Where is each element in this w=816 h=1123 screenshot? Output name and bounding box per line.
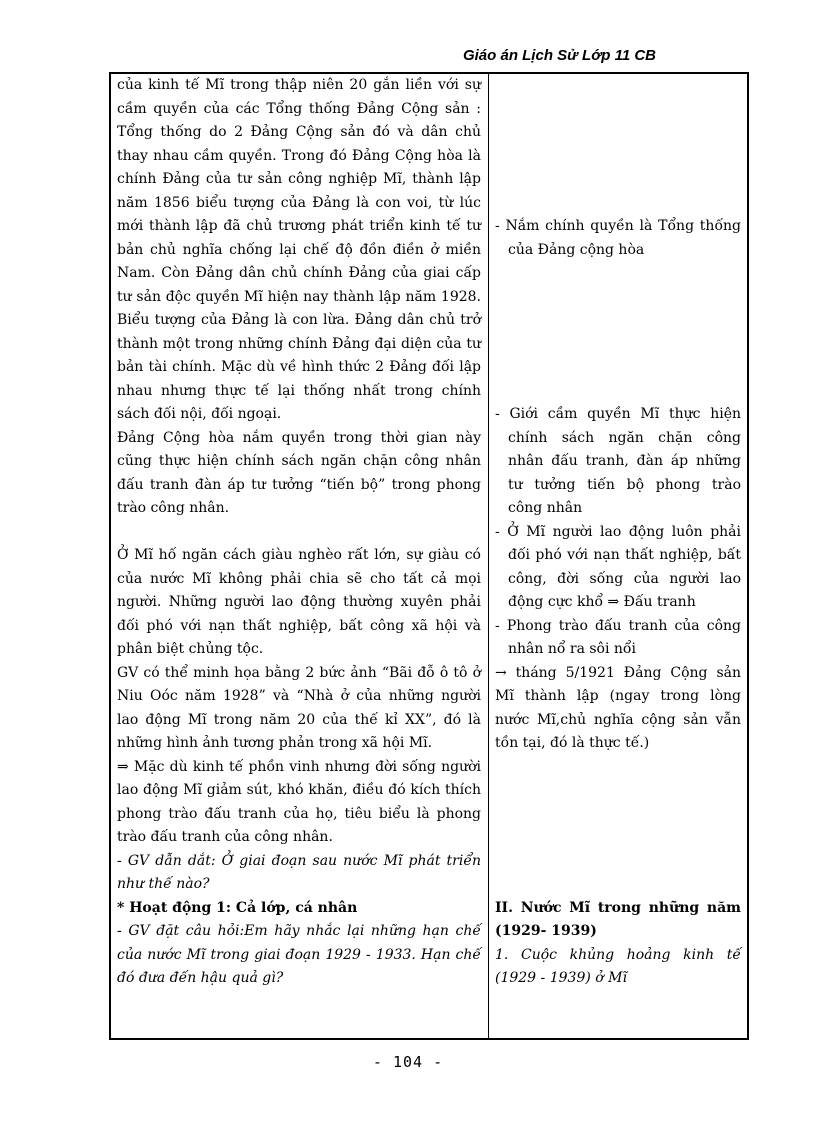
point-labor-movement: - Phong trào đấu tranh của công nhân nổ ra sôi nổi	[495, 617, 741, 657]
spacer	[495, 756, 741, 897]
teacher-activity-column	[117, 74, 481, 991]
point-republican-president: - Nắm chính quyền là Tổng thống của Đảng cộng hòa	[495, 218, 741, 258]
activity-heading: * Hoạt động 1: Cả lớp, cá nhân	[117, 899, 358, 916]
paragraph-party-politics: của kinh tế Mĩ trong thập niên 20 gắn liền với sự cầm quyền của các Tổng thống Đảng Cộng sản : Tổng thống do 2 Đảng Cộng sản đó và dân chủ thay nhau cầm quyền. Trong đó Đảng Cộng hòa là chính Đảng của tư sản công nghiệp Mĩ, thành lập năm 1856 biểu tượng của Đảng là con voi, từ lúc mới thành lập đã chủ trương phát triển kinh tế tư bản chủ nghĩa chống lại chế độ đồn điền ở miền Nam. Còn Đảng dân chủ chính Đảng của giai cấp tư sản độc quyền Mĩ hiện nay thành lập năm 1928. Biểu tượng của Đảng là con lừa. Đảng dân chủ trở thành một trong những chính Đảng đại diện của tư bản tài chính. Mặc dù về hình thức 2 Đảng đối lập nhau nhưng thực tế lại thống nhất trong chính sách đối nội, đối ngoại.	[117, 77, 481, 422]
spacer	[117, 521, 481, 545]
section-heading-1929-1939: II. Nước Mĩ trong những năm (1929- 1939)	[495, 899, 741, 939]
subsection-economic-crisis: 1. Cuộc khủng hoảng kinh tế (1929 - 1939) ở Mĩ	[495, 946, 741, 986]
document-header: Giáo án Lịch Sử Lớp 11 CB	[462, 47, 656, 64]
point-workers-hardship: - Ở Mĩ người lao động luôn phải đối phó với nạn thất nghiệp, bất công, đời sống của người lao động cực khổ ⇒ Đấu tranh	[495, 523, 741, 610]
paragraph-conclusion: ⇒ Mặc dù kinh tế phồn vinh nhưng đời sống người lao động Mĩ giảm sút, khó khăn, điều đó kích thích phong trào đấu tranh của họ, tiêu biểu là phong trào đấu tranh của công nhân.	[117, 758, 481, 845]
point-suppression: - Giới cầm quyền Mĩ thực hiện chính sách ngăn chặn công nhân đấu tranh, đàn áp những tư tưởng tiến bộ phong trào công nhân	[495, 406, 741, 516]
paragraph-inequality: Ở Mĩ hố ngăn cách giàu nghèo rất lớn, sự giàu có của nước Mĩ không phải chia sẽ cho tất cả mọi người. Những người lao động thường xuyên phải đối phó với nạn thất nghiệp, bất công xã hội và phân biệt chủng tộc.	[117, 547, 481, 657]
paragraph-photo-illustration: GV có thể minh họa bằng 2 bức ảnh “Bãi đỗ ô tô ở Niu Oóc năm 1928” và “Nhà ở của những người lao động Mĩ trong năm 20 của thế kỉ XX”, đó là những hình ảnh tương phản trong xã hội Mĩ.	[117, 664, 481, 751]
page-number: - 104 -	[372, 1053, 444, 1071]
point-communist-party-founded: → tháng 5/1921 Đảng Cộng sản Mĩ thành lập (ngay trong lòng nước Mĩ,chủ nghĩa cộng sản vẫn tồn tại, đó là thực tế.)	[495, 664, 741, 751]
paragraph-transition: - GV dẫn dắt: Ở giai đoạn sau nước Mĩ phát triển như thế nào?	[117, 852, 481, 892]
spacer	[495, 262, 741, 403]
lesson-table	[109, 72, 749, 1040]
paragraph-question: - GV đặt câu hỏi:Em hãy nhắc lại những hạn chế của nước Mĩ trong giai đoạn 1929 - 1933. Hạn chế đó đưa đến hậu quả gì?	[117, 923, 481, 986]
spacer	[495, 74, 741, 215]
paragraph-republican-policy: Đảng Cộng hòa nắm quyền trong thời gian này cũng thực hiện chính sách ngăn chặn công nhân đấu tranh đàn áp tư tưởng “tiến bộ” trong phong trào công nhân.	[117, 429, 481, 516]
column-divider	[488, 74, 489, 1038]
knowledge-column	[495, 74, 741, 991]
